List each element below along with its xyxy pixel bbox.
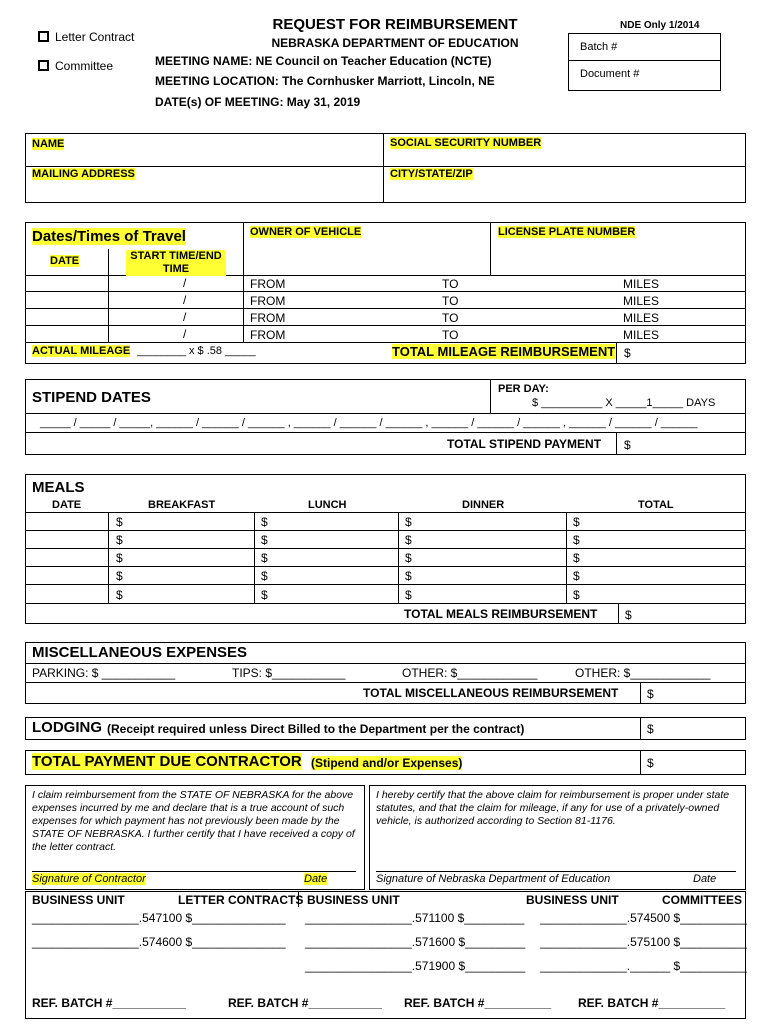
contractor-signature-field[interactable]: Signature of Contractor: [32, 873, 146, 885]
to-label: TO: [442, 328, 459, 342]
from-label: FROM: [250, 311, 286, 325]
department-name: NEBRASKA DEPARTMENT OF EDUCATION: [271, 36, 519, 50]
committee-option[interactable]: Committee: [38, 59, 113, 73]
stipend-title: STIPEND DATES: [32, 389, 151, 406]
total-due-title: TOTAL PAYMENT DUE CONTRACTOR: [32, 753, 302, 770]
letter-contract-option[interactable]: Letter Contract: [38, 30, 134, 44]
business-unit-571900[interactable]: ________________.571900 $_________: [305, 959, 526, 973]
meal-total-amount[interactable]: $: [573, 569, 580, 583]
miles-label: MILES: [623, 277, 660, 291]
license-plate-label: LICENSE PLATE NUMBER: [498, 226, 636, 238]
business-unit-header-3: BUSINESS UNIT: [526, 893, 619, 907]
lodging-amount[interactable]: $: [647, 722, 654, 736]
date-column-header: DATE: [50, 255, 80, 267]
travel-title: Dates/Times of Travel: [32, 228, 186, 245]
meal-total-amount[interactable]: $: [573, 588, 580, 602]
from-label: FROM: [250, 277, 286, 291]
parking-field[interactable]: PARKING: $ ___________: [32, 666, 176, 680]
per-day-calc[interactable]: $ __________ X _____1_____ DAYS: [532, 397, 716, 409]
lunch-amount[interactable]: $: [261, 551, 268, 565]
meals-title: MEALS: [32, 479, 85, 496]
total-meals-label: TOTAL MEALS REIMBURSEMENT: [404, 607, 598, 621]
other-field-1[interactable]: OTHER: $____________: [402, 666, 538, 680]
business-unit-header-1: BUSINESS UNIT: [32, 893, 125, 907]
time-slash: /: [183, 310, 187, 324]
meals-box: [25, 474, 746, 624]
business-unit-header-2: BUSINESS UNIT: [307, 893, 400, 907]
meal-total-amount[interactable]: $: [573, 533, 580, 547]
total-stipend-amount[interactable]: $: [624, 438, 631, 452]
meeting-name: MEETING NAME: NE Council on Teacher Education (NCTE): [155, 54, 492, 68]
batch-field[interactable]: Batch #: [580, 41, 618, 53]
city-state-zip-label: CITY/STATE/ZIP: [390, 168, 473, 180]
meals-header-lunch: LUNCH: [308, 499, 347, 511]
dinner-amount[interactable]: $: [405, 533, 412, 547]
to-label: TO: [442, 294, 459, 308]
miles-label: MILES: [623, 311, 660, 325]
meals-header-dinner: DINNER: [462, 499, 505, 511]
meals-header-breakfast: BREAKFAST: [148, 499, 216, 511]
lodging-note: (Receipt required unless Direct Billed to the Department per the contract): [107, 722, 525, 736]
nde-signature-field[interactable]: Signature of Nebraska Department of Education: [376, 873, 611, 885]
miles-label: MILES: [623, 328, 660, 342]
from-label: FROM: [250, 294, 286, 308]
ref-batch-3[interactable]: REF. BATCH #__________: [404, 996, 552, 1010]
meeting-dates: DATE(s) OF MEETING: May 31, 2019: [155, 95, 361, 109]
total-mileage-amount[interactable]: $: [624, 346, 631, 360]
ref-batch-2[interactable]: REF. BATCH #___________: [228, 996, 382, 1010]
breakfast-amount[interactable]: $: [116, 551, 123, 565]
from-label: FROM: [250, 328, 286, 342]
nde-only-label: NDE Only 1/2014: [620, 20, 700, 31]
total-misc-label: TOTAL MISCELLANEOUS REIMBURSEMENT: [363, 686, 619, 700]
meeting-location: MEETING LOCATION: The Cornhusker Marriott, Lincoln, NE: [155, 74, 495, 88]
dinner-amount[interactable]: $: [405, 569, 412, 583]
dinner-amount[interactable]: $: [405, 588, 412, 602]
stipend-dates-line[interactable]: _____ / _____ / _____, ______ / ______ / ______ , ______ / ______ / ______ , ______ / ______ / ______ , ______ / ______ / ______: [40, 417, 698, 429]
mailing-address-label: MAILING ADDRESS: [32, 168, 135, 180]
letter-contract-checkbox[interactable]: [38, 31, 49, 42]
miles-label: MILES: [623, 294, 660, 308]
time-slash: /: [183, 327, 187, 341]
contractor-date-field[interactable]: Date: [304, 873, 328, 885]
document-field[interactable]: Document #: [580, 68, 640, 80]
tips-field[interactable]: TIPS: $___________: [232, 666, 346, 680]
dinner-amount[interactable]: $: [405, 551, 412, 565]
lunch-amount[interactable]: $: [261, 515, 268, 529]
nde-cert-text: I hereby certify that the above claim for reimbursement is proper under state statutes, and that the claim for mileage, if any for use of a privately-owned vehicle, is authorized according to Section 81-1176.: [376, 789, 730, 827]
dinner-amount[interactable]: $: [405, 515, 412, 529]
breakfast-amount[interactable]: $: [116, 533, 123, 547]
nde-date-field[interactable]: Date: [693, 873, 717, 885]
committee-575100[interactable]: _____________.575100 $__________: [540, 935, 747, 949]
start-end-time-header: START TIME/END TIME: [126, 250, 226, 276]
misc-title: MISCELLANEOUS EXPENSES: [32, 644, 248, 661]
contractor-cert-text: I claim reimbursement from the STATE OF NEBRASKA for the above expenses incurred by me and declare that is a true account of such expenses for which payment has not previously been made by the STATE OF NEBRASKA. I further certify that I have received a copy of the letter contract.: [32, 789, 355, 853]
form-title: REQUEST FOR REIMBURSEMENT: [272, 16, 518, 33]
total-meals-amount[interactable]: $: [625, 608, 632, 622]
ref-batch-1[interactable]: REF. BATCH #___________: [32, 996, 186, 1010]
breakfast-amount[interactable]: $: [116, 588, 123, 602]
meal-total-amount[interactable]: $: [573, 551, 580, 565]
ssn-label: SOCIAL SECURITY NUMBER: [390, 137, 542, 149]
owner-of-vehicle-label: OWNER OF VEHICLE: [250, 226, 362, 238]
lunch-amount[interactable]: $: [261, 569, 268, 583]
name-label: NAME: [32, 138, 65, 150]
committee-checkbox[interactable]: [38, 60, 49, 71]
actual-mileage-label: ACTUAL MILEAGE: [32, 345, 131, 357]
mileage-calc[interactable]: ________ x $ .58 _____: [137, 345, 256, 357]
committees-header: COMMITTEES: [662, 893, 742, 907]
committee-other[interactable]: _____________.______ $__________: [540, 959, 747, 973]
lunch-amount[interactable]: $: [261, 588, 268, 602]
total-due-amount[interactable]: $: [647, 756, 654, 770]
total-mileage-label: TOTAL MILEAGE REIMBURSEMENT: [392, 344, 616, 359]
to-label: TO: [442, 311, 459, 325]
ref-batch-4[interactable]: REF. BATCH #__________: [578, 996, 726, 1010]
letter-contract-574600[interactable]: ________________.574600 $______________: [32, 935, 286, 949]
to-label: TO: [442, 277, 459, 291]
time-slash: /: [183, 293, 187, 307]
other-field-2[interactable]: OTHER: $____________: [575, 666, 711, 680]
business-unit-571600[interactable]: ________________.571600 $_________: [305, 935, 526, 949]
per-day-label: PER DAY:: [498, 383, 549, 395]
letter-contract-547100[interactable]: ________________.547100 $______________: [32, 911, 286, 925]
lodging-title: LODGING: [32, 719, 102, 736]
breakfast-amount[interactable]: $: [116, 515, 123, 529]
time-slash: /: [183, 276, 187, 290]
meals-header-date: DATE: [52, 499, 82, 511]
meals-header-total: TOTAL: [638, 499, 674, 511]
letter-contracts-header: LETTER CONTRACTS: [178, 893, 304, 907]
meal-total-amount[interactable]: $: [573, 515, 580, 529]
lunch-amount[interactable]: $: [261, 533, 268, 547]
total-stipend-label: TOTAL STIPEND PAYMENT: [447, 437, 602, 451]
committee-574500[interactable]: _____________.574500 $__________: [540, 911, 747, 925]
business-unit-571100[interactable]: ________________.571100 $_________: [305, 911, 525, 925]
breakfast-amount[interactable]: $: [116, 569, 123, 583]
total-due-note: (Stipend and/or Expenses): [311, 756, 463, 770]
total-misc-amount[interactable]: $: [647, 687, 654, 701]
